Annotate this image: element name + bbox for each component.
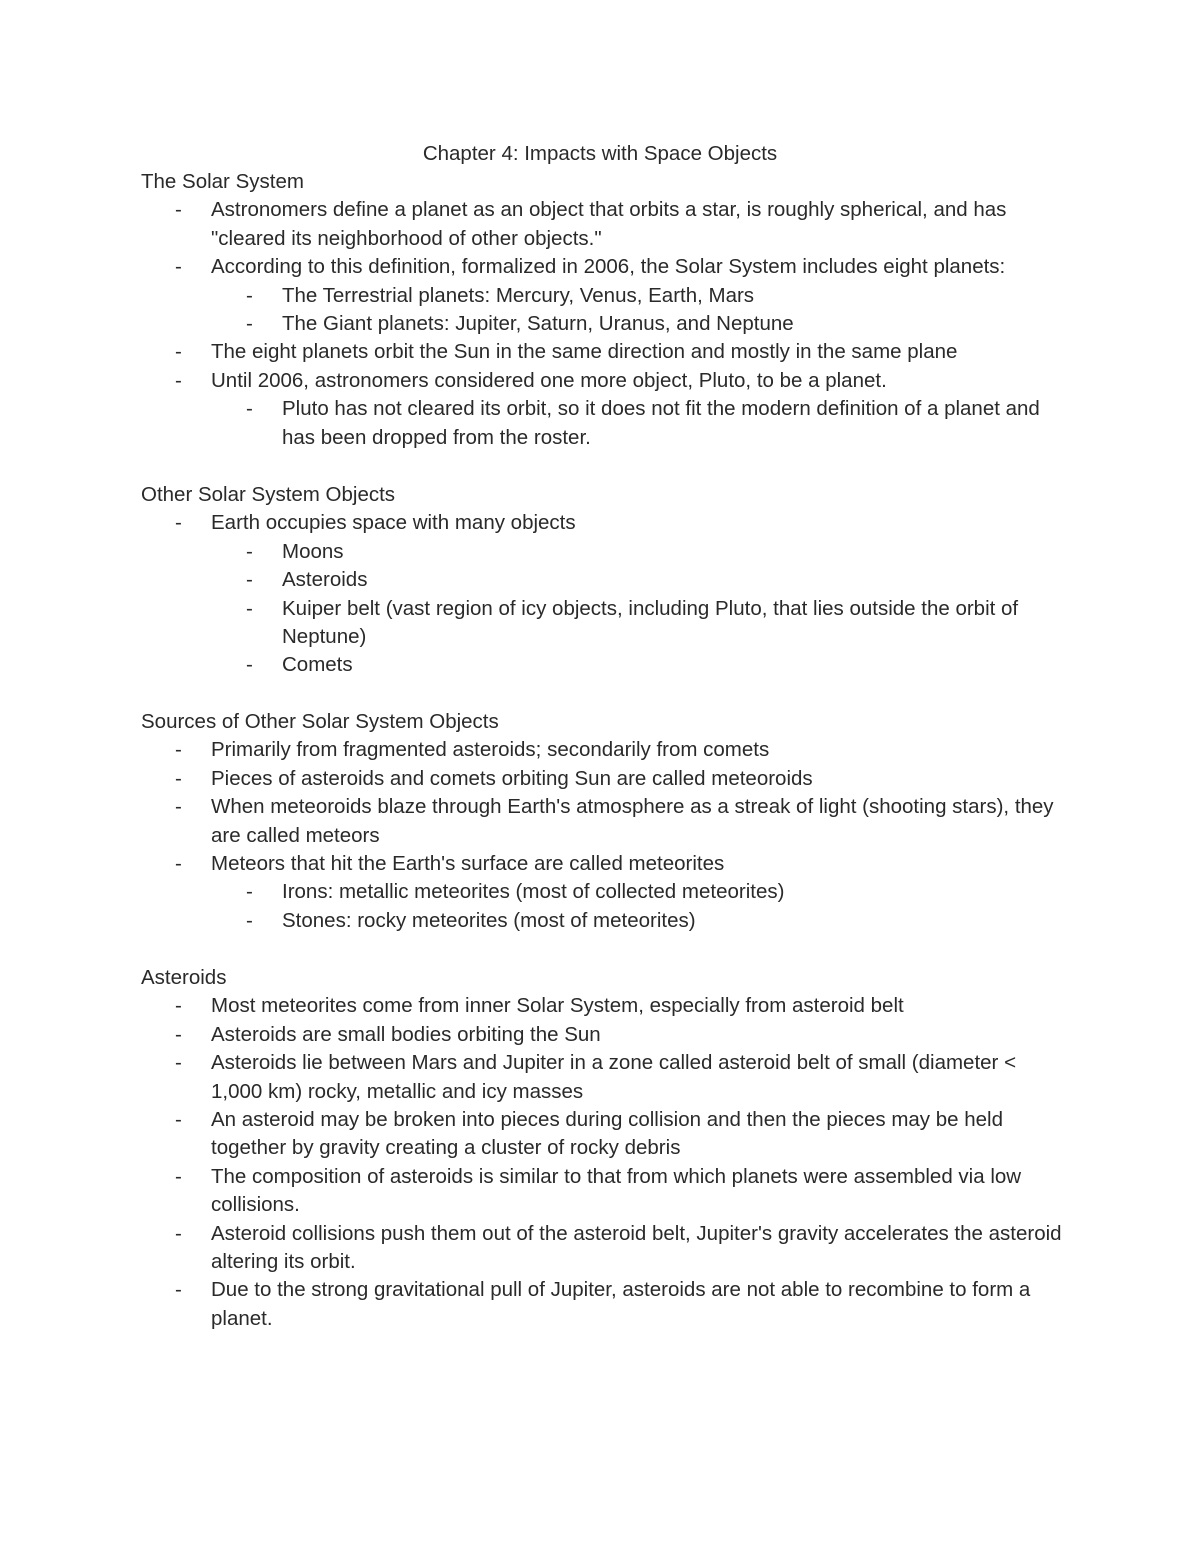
list-item-text: Until 2006, astronomers considered one more object, Pluto, to be a planet. <box>211 368 887 392</box>
section-heading: Other Solar System Objects <box>141 483 396 506</box>
list-item <box>141 765 1071 793</box>
bullet-dash: - <box>175 1051 182 1075</box>
list-item-text: Pluto has not cleared its orbit, so it does not fit the modern definition of a planet and has been dropped from the roster. <box>282 397 1040 449</box>
bullet-dash: - <box>175 738 182 762</box>
list-item <box>141 196 1071 253</box>
list-item-text: Primarily from fragmented asteroids; secondarily from comets <box>211 738 770 762</box>
section-asteroids <box>141 964 1071 1333</box>
bullet-dash: - <box>175 795 182 819</box>
bullet-dash: - <box>175 1221 182 1245</box>
bullet-dash: - <box>175 1164 182 1188</box>
list-item <box>141 1049 1071 1106</box>
bullet-dash: - <box>175 368 182 392</box>
list-item-text: Moons <box>282 539 344 563</box>
bullet-dash: - <box>175 255 182 279</box>
bullet-dash: - <box>246 880 253 904</box>
section-sources <box>141 708 1071 935</box>
list-item-text: Comets <box>282 653 353 677</box>
list-item <box>141 907 1071 935</box>
bullet-dash: - <box>246 568 253 592</box>
list-item <box>141 395 1071 452</box>
list-item-text: The Terrestrial planets: Mercury, Venus, Earth, Mars <box>282 283 755 307</box>
bullet-dash: - <box>175 766 182 790</box>
list-item-text: Due to the strong gravitational pull of Jupiter, asteroids are not able to recombine to form a planet. <box>211 1278 1031 1330</box>
section-other-objects <box>141 481 1071 680</box>
list-item <box>141 282 1071 310</box>
list-item <box>141 1163 1071 1220</box>
list-item-text: Asteroids lie between Mars and Jupiter in a zone called asteroid belt of small (diameter < 1,000 km) rocky, metallic and icy masses <box>211 1051 1017 1103</box>
bullet-dash: - <box>175 1108 182 1132</box>
list-item <box>141 1106 1071 1163</box>
bullet-dash: - <box>175 1022 182 1046</box>
list-item <box>141 850 1071 878</box>
list-item <box>141 878 1071 906</box>
section-heading: The Solar System <box>141 170 304 193</box>
list-item-text: Most meteorites come from inner Solar System, especially from asteroid belt <box>211 994 904 1018</box>
list-item <box>141 992 1071 1020</box>
list-item <box>141 310 1071 338</box>
document-title: Chapter 4: Impacts with Space Objects <box>422 142 778 165</box>
bullet-dash: - <box>246 283 253 307</box>
list-item <box>141 595 1071 652</box>
list-item <box>141 367 1071 395</box>
list-item-text: Kuiper belt (vast region of icy objects, including Pluto, that lies outside the orbit of Neptune) <box>282 596 1019 649</box>
list-item <box>141 651 1071 679</box>
list-item <box>141 338 1071 366</box>
list-item <box>141 538 1071 566</box>
list-item <box>141 1276 1071 1333</box>
list-item <box>141 793 1071 850</box>
list-item-text: According to this definition, formalized in 2006, the Solar System includes eight planets: <box>211 255 1006 279</box>
bullet-dash: - <box>246 908 253 932</box>
list-item <box>141 1021 1071 1049</box>
list-item-text: When meteoroids blaze through Earth's atmosphere as a streak of light (shooting stars), they are called meteors <box>211 795 1054 847</box>
section-heading: Sources of Other Solar System Objects <box>141 710 499 733</box>
bullet-dash: - <box>175 511 182 535</box>
bullet-dash: - <box>175 198 182 222</box>
list-item <box>141 736 1071 764</box>
list-item <box>141 566 1071 594</box>
list-item-text: The Giant planets: Jupiter, Saturn, Uranus, and Neptune <box>282 312 794 336</box>
section-solar-system <box>141 168 1071 452</box>
bullet-dash: - <box>246 653 253 677</box>
bullet-dash: - <box>246 596 253 620</box>
bullet-dash: - <box>246 312 253 336</box>
list-item-text: Asteroid collisions push them out of the asteroid belt, Jupiter's gravity accelerates the asteroid altering its orbit. <box>211 1221 1062 1274</box>
list-item-text: Stones: rocky meteorites (most of meteorites) <box>282 908 696 932</box>
bullet-dash: - <box>246 397 253 421</box>
list-item-text: Meteors that hit the Earth's surface are called meteorites <box>211 852 725 876</box>
bullet-dash: - <box>175 1278 182 1302</box>
list-item-text: The composition of asteroids is similar to that from which planets were assembled via low collisions. <box>211 1164 1022 1217</box>
list-item <box>141 1220 1071 1277</box>
bullet-dash: - <box>246 539 253 563</box>
list-item <box>141 253 1071 281</box>
list-item-text: An asteroid may be broken into pieces during collision and then the pieces may be held together by gravity creating a cluster of rocky debris <box>211 1108 1004 1160</box>
list-item-text: Pieces of asteroids and comets orbiting Sun are called meteoroids <box>211 766 813 790</box>
bullet-dash: - <box>175 852 182 876</box>
list-item-text: Asteroids <box>282 568 368 592</box>
list-item-text: Astronomers define a planet as an object that orbits a star, is roughly spherical, and has "cleared its neighborhood of other objects." <box>211 198 1007 250</box>
list-item-text: Earth occupies space with many objects <box>211 511 576 535</box>
bullet-dash: - <box>175 994 182 1018</box>
list-item <box>141 509 1071 537</box>
list-item-text: Asteroids are small bodies orbiting the Sun <box>211 1022 601 1046</box>
section-heading: Asteroids <box>141 966 227 989</box>
list-item-text: Irons: metallic meteorites (most of collected meteorites) <box>282 880 785 904</box>
bullet-dash: - <box>175 340 182 364</box>
list-item-text: The eight planets orbit the Sun in the same direction and mostly in the same plane <box>211 340 958 364</box>
